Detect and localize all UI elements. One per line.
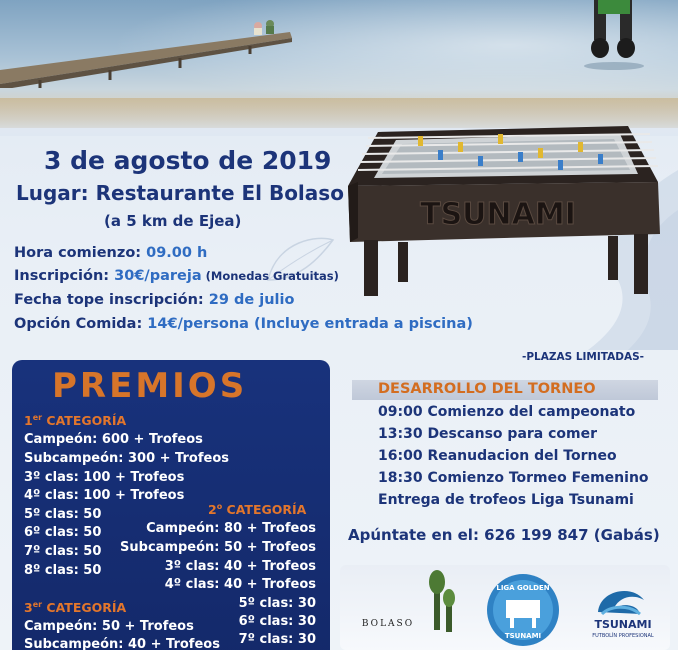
category-sup: o [216, 502, 223, 511]
liga-logo-bottom-text: TSUNAMI [504, 632, 542, 640]
info-value: 29 de julio [208, 292, 295, 308]
liga-logo-top-text: LIGA GOLDEN [496, 584, 550, 592]
info-value: 14€/persona (Incluye entrada a piscina) [147, 316, 473, 332]
category-2-title [208, 502, 306, 517]
category-sup: er [32, 413, 43, 422]
info-label: Inscripción: [14, 268, 115, 284]
schedule-item: 16:00 Reanudacion del Torneo [378, 448, 617, 464]
category-num: 2 [208, 502, 217, 518]
event-distance: (a 5 km de Ejea) [104, 212, 242, 230]
prize-item: 4º clas: 40 + Trofeos [164, 577, 316, 592]
bolaso-logo-text: BOLASO [361, 619, 415, 629]
schedule-item: Entrega de trofeos Liga Tsunami [378, 492, 634, 508]
info-label: Hora comienzo: [14, 245, 147, 261]
category-label: CATEGORÍA [222, 502, 307, 518]
premios-title: PREMIOS [52, 366, 248, 406]
foosball-figure-image [580, 0, 650, 72]
event-location: Lugar: Restaurante El Bolaso [16, 181, 344, 205]
foosball-table-image [338, 112, 672, 304]
prize-item: 6º clas: 50 [24, 525, 102, 540]
table-brand-text: TSUNAMI [420, 197, 576, 232]
prize-item: 5º clas: 50 [24, 507, 102, 522]
category-label: CATEGORÍA [42, 413, 127, 429]
schedule-item: 09:00 Comienzo del campeonato [378, 404, 636, 420]
prize-item: 3º clas: 100 + Trofeos [24, 470, 185, 485]
category-num: 3 [24, 600, 33, 616]
tsunami-logo-text: TSUNAMI [594, 618, 652, 631]
contact-phone: Apúntate en el: 626 199 847 (Gabás) [348, 526, 660, 544]
prize-item: Campeón: 50 + Trofeos [24, 619, 194, 634]
info-row [14, 268, 339, 284]
prize-item: 5º clas: 30 [238, 596, 316, 611]
info-extra: (Monedas Gratuitas) [201, 269, 339, 283]
info-label: Fecha tope inscripción: [14, 292, 209, 308]
prize-item: Campeón: 600 + Trofeos [24, 432, 203, 447]
pier-image [0, 18, 300, 88]
info-value: 09.00 h [146, 245, 208, 261]
prize-item: Subcampeón: 300 + Trofeos [24, 451, 229, 466]
info-row [14, 292, 294, 308]
event-date: 3 de agosto de 2019 [44, 146, 332, 175]
prize-item: 8º clas: 50 [24, 563, 102, 578]
category-num: 1 [24, 413, 33, 429]
liga-golden-logo [482, 570, 564, 650]
prize-item: 3º clas: 40 + Trofeos [164, 559, 316, 574]
prize-item: 7º clas: 30 [238, 632, 316, 647]
bolaso-logo [350, 568, 470, 650]
info-row [14, 245, 207, 261]
plazas-limitadas: -PLAZAS LIMITADAS- [522, 351, 645, 363]
category-label: CATEGORÍA [42, 600, 127, 616]
prize-item: Subcampeón: 50 + Trofeos [120, 540, 316, 555]
prize-item: 7º clas: 50 [24, 544, 102, 559]
tsunami-logo-subtext: FUTBOLÍN PROFESIONAL [592, 633, 654, 639]
category-1-title [24, 413, 126, 428]
desarrollo-title: DESARROLLO DEL TORNEO [378, 381, 596, 397]
prize-item: Campeón: 80 + Trofeos [146, 521, 316, 536]
tsunami-logo [580, 574, 666, 650]
prize-item: 6º clas: 30 [238, 614, 316, 629]
info-label: Opción Comida: [14, 316, 148, 332]
prize-item: 4º clas: 100 + Trofeos [24, 488, 185, 503]
schedule-item: 13:30 Descanso para comer [378, 426, 598, 442]
schedule-item: 18:30 Comienzo Tormeo Femenino [378, 470, 649, 486]
info-value: 30€/pareja [114, 268, 202, 284]
prize-item: Subcampeón: 40 + Trofeos [24, 637, 220, 650]
category-3-title [24, 600, 126, 615]
category-sup: er [32, 600, 43, 609]
info-row [14, 316, 473, 332]
